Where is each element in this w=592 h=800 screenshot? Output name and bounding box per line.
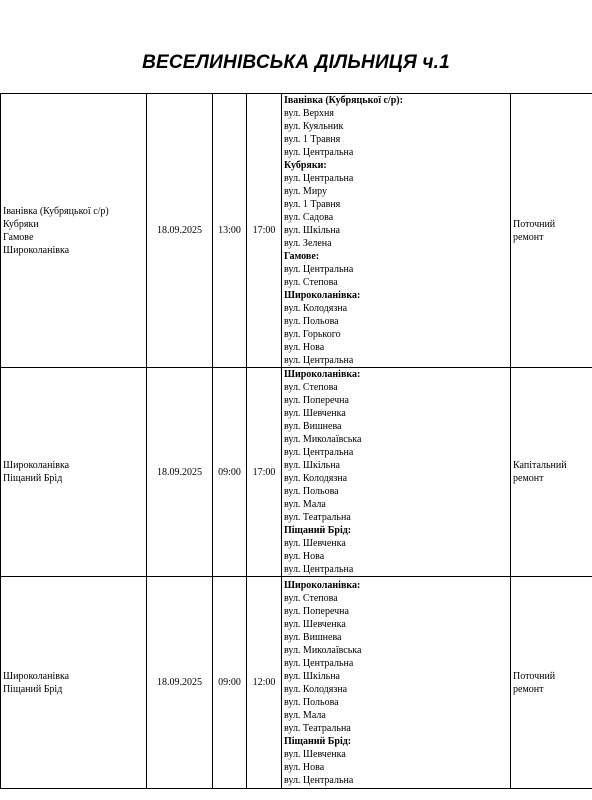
street-item: вул. Колодязна (284, 683, 348, 695)
work-type-cell: Поточний ремонт (511, 94, 592, 368)
street-item: вул. Нова (284, 761, 325, 773)
street-item: вул. Горького (284, 329, 341, 340)
street-item: вул. Центральна (284, 173, 354, 184)
street-item: вул. Колодязна (284, 303, 348, 314)
settlement-heading: Кубряки: (284, 160, 327, 171)
street-item: вул. Центральна (284, 774, 354, 786)
street-item: вул. Шевченка (284, 748, 346, 760)
settlements-cell: Широколанівка Піщаний Брід (1, 368, 147, 577)
settlement-heading: Іванівка (Кубряцької с/р): (284, 95, 403, 106)
street-item: вул. Центральна (284, 264, 354, 275)
settlement-heading: Піщаний Брід: (284, 735, 352, 747)
street-item: вул. Польова (284, 486, 339, 497)
street-item: вул. Миколаївська (284, 644, 362, 656)
street-item: вул. Степова (284, 277, 338, 288)
work-type-cell: Капітальний ремонт (511, 368, 592, 577)
street-item: вул. Поперечна (284, 395, 349, 406)
settlement-heading: Широколанівка: (284, 369, 361, 380)
street-item: вул. Вишнева (284, 421, 342, 432)
street-item: вул. Нова (284, 551, 325, 562)
street-item: вул. Зелена (284, 238, 332, 249)
street-item: вул. Польова (284, 316, 339, 327)
street-item: вул. Театральна (284, 512, 351, 523)
street-item: вул. Центральна (284, 147, 354, 158)
street-item: вул. Колодязна (284, 473, 348, 484)
street-item: вул. Миру (284, 186, 328, 197)
street-item: вул. Вишнева (284, 631, 342, 643)
street-item: вул. Театральна (284, 722, 351, 734)
street-item: вул. 1 Травня (284, 199, 341, 210)
street-item: вул. Нова (284, 342, 325, 353)
street-item: вул. Степова (284, 382, 338, 393)
street-item: вул. Степова (284, 592, 338, 604)
street-item: вул. Шкільна (284, 670, 340, 682)
street-item: вул. Мала (284, 709, 326, 721)
time-from-cell: 09:00 (213, 368, 247, 577)
street-item: вул. Шевченка (284, 408, 346, 419)
settlements-cell: Іванівка (Кубряцької с/р) Кубряки Гамове Широколанівка (1, 94, 147, 368)
street-item: вул. Центральна (284, 355, 354, 366)
settlement-heading: Піщаний Брід: (284, 525, 352, 536)
time-from-cell: 09:00 (213, 577, 247, 789)
date-cell: 18.09.2025 (147, 94, 213, 368)
street-item: вул. Шкільна (284, 225, 340, 236)
streets-cell (282, 94, 511, 368)
settlement-heading: Гамове: (284, 251, 320, 262)
street-item: вул. Шевченка (284, 538, 346, 549)
street-item: вул. Центральна (284, 657, 354, 669)
settlements-cell: Широколанівка Піщаний Брід (1, 577, 147, 789)
street-item: вул. Шкільна (284, 460, 340, 471)
settlement-heading: Широколанівка: (284, 579, 361, 591)
date-cell: 18.09.2025 (147, 368, 213, 577)
time-to-cell: 17:00 (247, 368, 282, 577)
street-item: вул. Центральна (284, 447, 354, 458)
street-item: вул. Центральна (284, 564, 354, 575)
streets-cell (282, 368, 511, 577)
street-item: вул. 1 Травня (284, 134, 341, 145)
table-row (1, 577, 592, 789)
time-from-cell: 13:00 (213, 94, 247, 368)
street-item: вул. Шевченка (284, 618, 346, 630)
street-item: вул. Садова (284, 212, 334, 223)
street-item: вул. Польова (284, 696, 339, 708)
time-to-cell: 12:00 (247, 577, 282, 789)
outage-table (0, 93, 592, 789)
time-to-cell: 17:00 (247, 94, 282, 368)
street-item: вул. Верхня (284, 108, 334, 119)
settlement-heading: Широколанівка: (284, 290, 361, 301)
street-item: вул. Миколаївська (284, 434, 362, 445)
date-cell: 18.09.2025 (147, 577, 213, 789)
street-item: вул. Поперечна (284, 605, 349, 617)
page-title: ВЕСЕЛИНІВСЬКА ДІЛЬНИЦЯ ч.1 (142, 52, 450, 73)
work-type-cell: Поточний ремонт (511, 577, 592, 789)
street-item: вул. Мала (284, 499, 326, 510)
streets-cell (282, 577, 511, 789)
table-row (1, 368, 592, 577)
street-item: вул. Куяльник (284, 121, 344, 132)
table-row (1, 94, 592, 368)
